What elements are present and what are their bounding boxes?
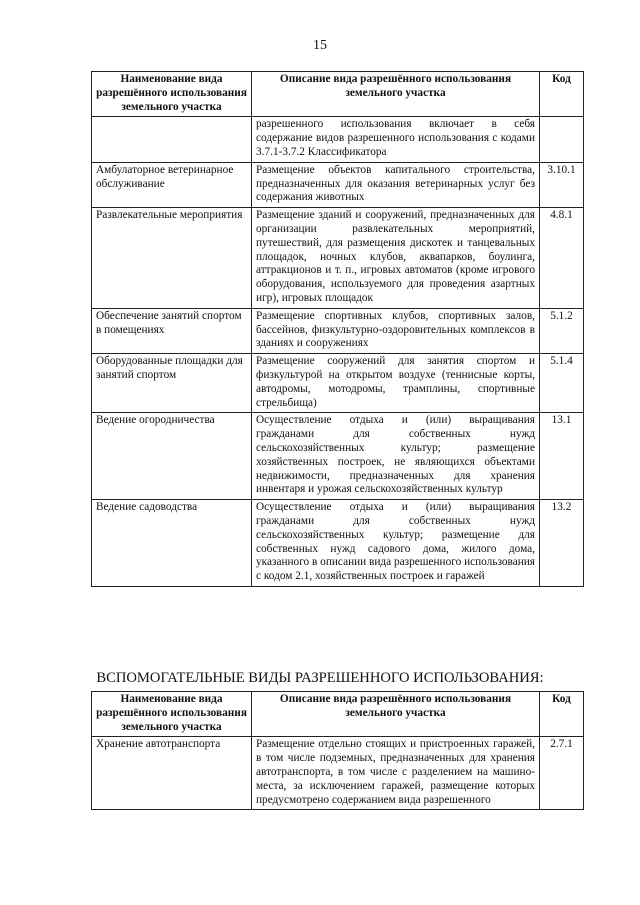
- table-row: [92, 117, 584, 162]
- header-code: Код: [540, 72, 584, 117]
- row-code: 3.10.1: [540, 162, 584, 207]
- table-header-row: [92, 72, 584, 117]
- auxiliary-uses-table: [91, 691, 584, 810]
- row-code: 13.1: [540, 413, 584, 500]
- main-uses-table: [91, 71, 584, 587]
- row-description: Размещение объектов капитального строительства, предназначенных для оказания ветеринарных услуг без содержания животных: [252, 162, 540, 207]
- table-row: [92, 162, 584, 207]
- header-name: Наименование вида разрешённого использования земельного участка: [92, 72, 252, 117]
- table-header-row: [92, 692, 584, 737]
- table-row: [92, 413, 584, 500]
- header-description: Описание вида разрешённого использования земельного участка: [252, 692, 540, 737]
- section-title: ВСПОМОГАТЕЛЬНЫЕ ВИДЫ РАЗРЕШЕННОГО ИСПОЛЬЗОВАНИЯ:: [96, 670, 544, 686]
- row-code: [540, 117, 584, 162]
- row-description: Размещение отдельно стоящих и пристроенных гаражей, в том числе подземных, предназначенных для хранения автотранспорта, в том числе с разделением на машино-места, за исключением гаражей, размещение которых предусмотрено содержанием вида разрешенного: [252, 737, 540, 810]
- row-name: Ведение садоводства: [92, 500, 252, 587]
- page-number: 15: [313, 38, 327, 53]
- row-name: Обеспечение занятий спортом в помещениях: [92, 308, 252, 353]
- table-row: [92, 208, 584, 309]
- row-code: 5.1.2: [540, 308, 584, 353]
- row-name: Амбулаторное ветеринарное обслуживание: [92, 162, 252, 207]
- row-description: Размещение сооружений для занятия спортом и физкультурой на открытом воздухе (теннисные корты, автодромы, мотодромы, трамплины, спортивные стрельбища): [252, 354, 540, 413]
- table-row: [92, 354, 584, 413]
- row-description: Осуществление отдыха и (или) выращивания гражданами для собственных нужд сельскохозяйственных культур; размещение для собственных нужд садового дома, жилого дома, указанного в описании вида разрешенного использования с кодом 2.1, хозяйственных построек и гаражей: [252, 500, 540, 587]
- row-code: 5.1.4: [540, 354, 584, 413]
- row-description: Размещение спортивных клубов, спортивных залов, бассейнов, физкультурно-оздоровительных комплексов в зданиях и сооружениях: [252, 308, 540, 353]
- row-description: Размещение зданий и сооружений, предназначенных для организации развлекательных мероприятий, путешествий, для размещения дискотек и танцевальных площадок, ночных клубов, аквапарков, боулинга, аттракционов и т. п., игровых автоматов (кроме игрового оборудования, используемого для проведения азартных игр), игровых площадок: [252, 208, 540, 309]
- row-description: Осуществление отдыха и (или) выращивания гражданами для собственных нужд сельскохозяйственных культур; размещение хозяйственных построек, не являющихся объектами недвижимости, предназначенных для хранения инвентаря и урожая сельскохозяйственных культур: [252, 413, 540, 500]
- table-row: [92, 308, 584, 353]
- table-row: [92, 500, 584, 587]
- header-name: Наименование вида разрешённого использования земельного участка: [92, 692, 252, 737]
- row-name: Развлекательные мероприятия: [92, 208, 252, 309]
- row-code: 2.7.1: [540, 737, 584, 810]
- row-name: Оборудованные площадки для занятий спортом: [92, 354, 252, 413]
- row-name: Хранение автотранспорта: [92, 737, 252, 810]
- row-code: 4.8.1: [540, 208, 584, 309]
- table-row: [92, 737, 584, 810]
- row-description: разрешенного использования включает в себя содержание видов разрешенного использования с кодами 3.7.1-3.7.2 Классификатора: [252, 117, 540, 162]
- row-name: [92, 117, 252, 162]
- header-code: Код: [540, 692, 584, 737]
- row-name: Ведение огородничества: [92, 413, 252, 500]
- header-description: Описание вида разрешённого использования земельного участка: [252, 72, 540, 117]
- row-code: 13.2: [540, 500, 584, 587]
